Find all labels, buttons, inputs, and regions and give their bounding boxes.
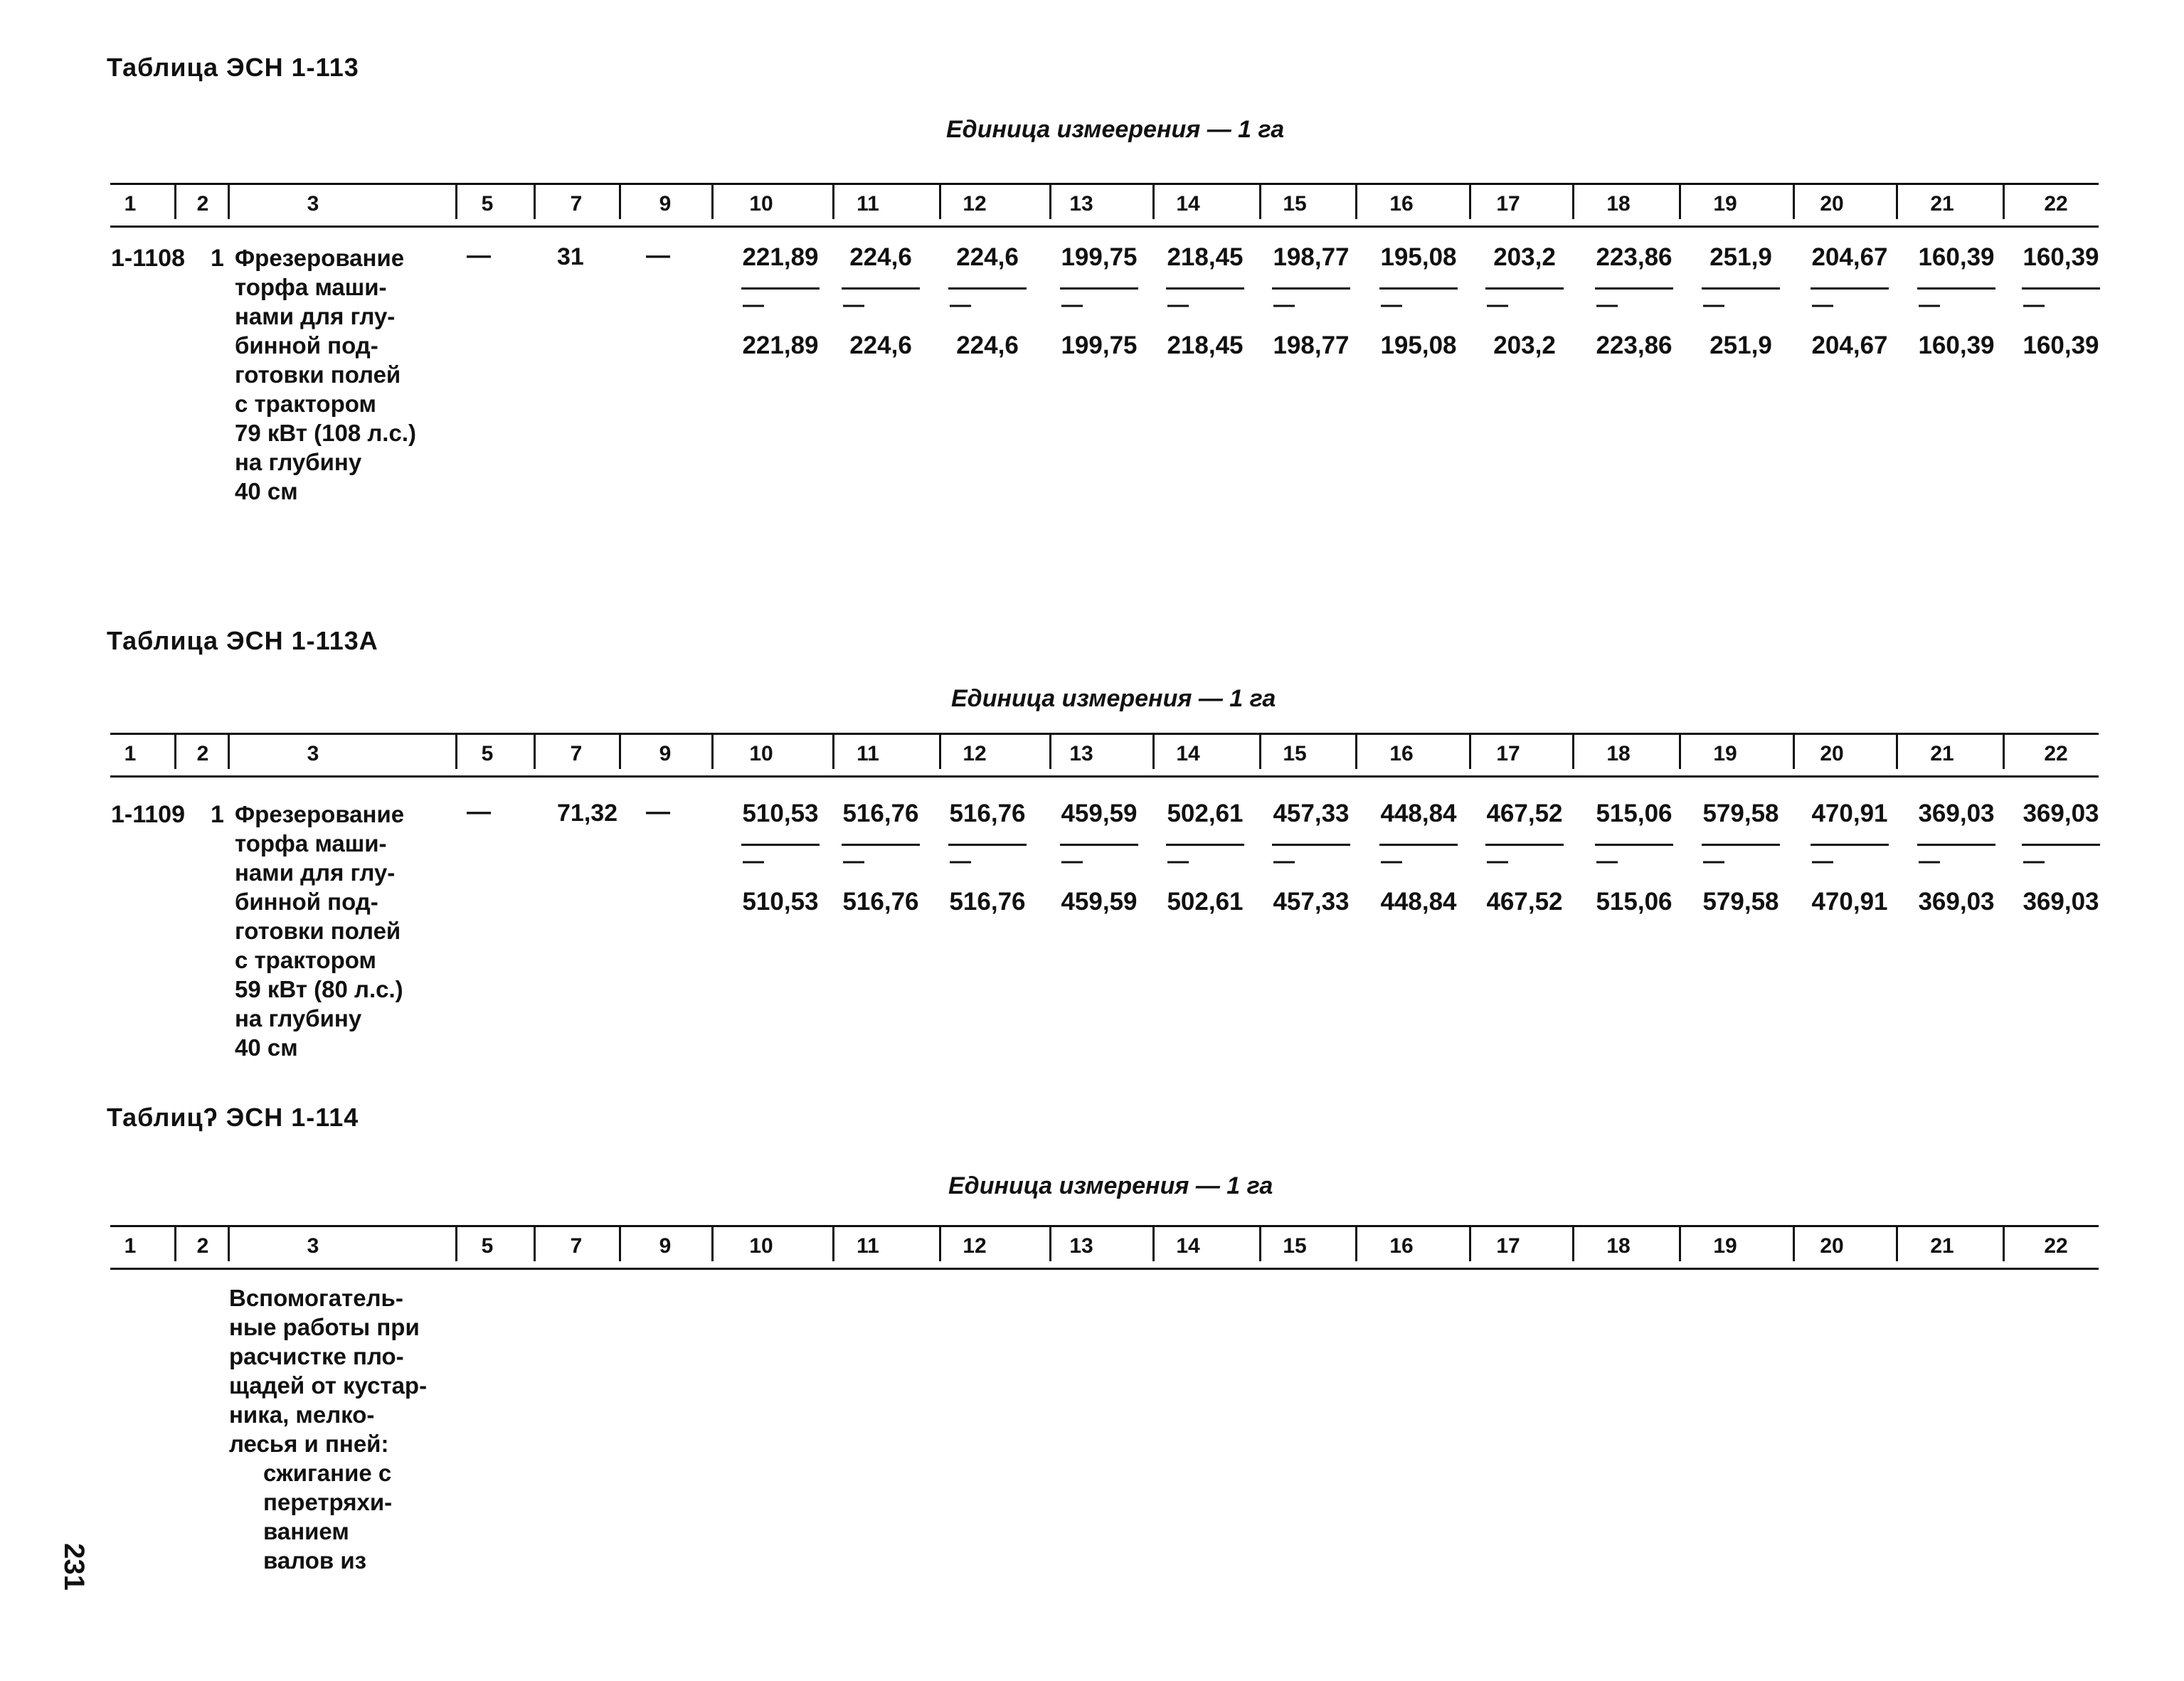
col5-value: —	[467, 798, 491, 825]
row-code: 1-1108	[111, 245, 185, 272]
column-header: 22	[2044, 192, 2068, 216]
header-bottom-rule	[110, 226, 2099, 228]
column-separator	[939, 184, 941, 219]
unit-label: Единица измерения — 1 га	[951, 685, 1276, 712]
fraction-bar	[1702, 844, 1780, 846]
column-header: 15	[1283, 192, 1307, 216]
description-line: бинной под-	[235, 332, 378, 359]
placeholder-dash: —	[1167, 293, 1189, 317]
description-line: перетряхи-	[263, 1489, 393, 1515]
value-numerator: 448,84	[1380, 800, 1457, 827]
description-line: на глубину	[235, 1005, 362, 1032]
column-separator	[711, 184, 714, 219]
column-header: 7	[570, 192, 583, 216]
fraction-bar	[842, 287, 920, 290]
column-header: 21	[1930, 742, 1954, 765]
column-separator	[619, 184, 621, 219]
description-line: нами для глу-	[235, 303, 396, 329]
column-separator	[174, 1226, 176, 1261]
fraction-bar	[1166, 287, 1244, 290]
column-header: 20	[1820, 1234, 1844, 1258]
fraction-bar	[1485, 844, 1564, 846]
column-separator	[2003, 184, 2005, 219]
column-separator	[939, 733, 941, 769]
column-header: 22	[2044, 742, 2068, 765]
value-numerator: 470,91	[1811, 800, 1888, 827]
unit-label: Единица измерения — 1 га	[948, 1172, 1273, 1199]
header-top-rule	[110, 1225, 2099, 1227]
column-separator	[1152, 733, 1155, 769]
value-denominator: 221,89	[742, 332, 819, 359]
column-header: 7	[570, 742, 583, 765]
column-separator	[1896, 1226, 1898, 1261]
column-separator	[1259, 733, 1261, 769]
column-header: 19	[1713, 742, 1737, 765]
value-numerator: 195,08	[1380, 243, 1457, 271]
description-line: валов из	[263, 1547, 367, 1574]
header-bottom-rule	[110, 775, 2099, 778]
description-line: 40 см	[235, 478, 298, 504]
value-denominator: 515,06	[1596, 888, 1673, 916]
column-separator	[2003, 1226, 2005, 1261]
value-denominator: 199,75	[1061, 332, 1138, 359]
value-denominator: 218,45	[1167, 332, 1244, 359]
column-header: 9	[659, 1234, 672, 1258]
column-separator	[534, 1226, 536, 1261]
value-denominator: 459,59	[1061, 888, 1138, 916]
column-separator	[1793, 733, 1795, 769]
fraction-bar	[1379, 844, 1458, 846]
column-separator	[1355, 1226, 1357, 1261]
table-title: Таблица ЭСН 1-113А	[107, 626, 378, 655]
fraction-bar	[1811, 287, 1889, 290]
fraction-bar	[1060, 287, 1138, 290]
value-numerator: 459,59	[1061, 800, 1138, 827]
placeholder-dash: —	[1703, 849, 1724, 873]
row-number: 1	[211, 801, 224, 828]
column-header: 16	[1389, 742, 1414, 765]
column-separator	[1049, 1226, 1051, 1261]
table-title: Таблицʔ ЭСН 1-114	[107, 1103, 359, 1132]
column-separator	[228, 184, 230, 219]
row-description	[229, 1283, 427, 1458]
column-separator	[711, 733, 714, 769]
column-header: 21	[1930, 1234, 1954, 1258]
column-header: 9	[659, 742, 672, 765]
description-line: ника, мелко-	[229, 1401, 375, 1428]
value-denominator: 203,2	[1493, 332, 1556, 359]
placeholder-dash: —	[1703, 293, 1724, 317]
value-numerator: 502,61	[1167, 800, 1244, 827]
column-header: 12	[963, 1234, 987, 1258]
placeholder-dash: —	[1812, 293, 1833, 317]
placeholder-dash: —	[1487, 293, 1508, 317]
fraction-bar	[1811, 844, 1889, 846]
column-header: 2	[196, 1234, 209, 1258]
column-header: 9	[659, 192, 672, 216]
column-header: 10	[749, 1234, 773, 1258]
description-line: торфа маши-	[235, 830, 387, 857]
column-separator	[1793, 184, 1795, 219]
fraction-bar	[1060, 844, 1138, 846]
column-header: 2	[196, 742, 209, 765]
placeholder-dash: —	[1273, 293, 1295, 317]
column-separator	[832, 1226, 834, 1261]
fraction-bar	[741, 287, 820, 290]
column-header: 18	[1606, 742, 1631, 765]
column-separator	[1355, 733, 1357, 769]
unit-label: Единица измеерения — 1 га	[946, 116, 1285, 143]
fraction-bar	[1166, 844, 1244, 846]
column-separator	[1896, 184, 1898, 219]
column-header: 17	[1496, 742, 1520, 765]
placeholder-dash: —	[1273, 849, 1295, 873]
fraction-bar	[1272, 844, 1350, 846]
description-line: Вспомогатель-	[229, 1285, 403, 1311]
col7-value: 71,32	[557, 800, 618, 827]
description-line: торфа маши-	[235, 274, 387, 300]
description-line: нами для глу-	[235, 859, 396, 886]
value-denominator: 195,08	[1380, 332, 1457, 359]
value-denominator: 224,6	[849, 332, 912, 359]
col9-value: —	[646, 242, 670, 269]
value-numerator: 203,2	[1493, 243, 1556, 271]
placeholder-dash: —	[743, 849, 764, 873]
value-denominator: 224,6	[956, 332, 1019, 359]
value-numerator: 221,89	[742, 243, 819, 271]
table-title: Таблица ЭСН 1-113	[107, 53, 359, 82]
col9-value: —	[646, 798, 670, 825]
description-line: Фрезерование	[235, 245, 405, 271]
description-line: щадей от кустар-	[229, 1372, 428, 1399]
column-header: 3	[307, 192, 319, 216]
column-header: 12	[963, 192, 987, 216]
description-line: 79 кВт (108 л.с.)	[235, 420, 416, 446]
value-numerator: 204,67	[1811, 243, 1888, 271]
column-header: 7	[570, 1234, 583, 1258]
column-separator	[1469, 1226, 1471, 1261]
fraction-bar	[842, 844, 920, 846]
column-separator	[832, 184, 834, 219]
placeholder-dash: —	[1596, 293, 1618, 317]
value-numerator: 160,39	[1918, 243, 1995, 271]
header-top-rule	[110, 733, 2099, 735]
placeholder-dash: —	[1381, 293, 1402, 317]
description-line: с трактором	[235, 391, 376, 417]
column-header: 13	[1069, 1234, 1093, 1258]
placeholder-dash: —	[1487, 849, 1508, 873]
column-separator	[1049, 184, 1051, 219]
value-denominator: 516,76	[842, 888, 919, 916]
column-header: 20	[1820, 742, 1844, 765]
column-separator	[1469, 733, 1471, 769]
column-separator	[534, 184, 536, 219]
column-separator	[1572, 1226, 1574, 1261]
value-denominator: 448,84	[1380, 888, 1457, 916]
column-separator	[939, 1226, 941, 1261]
column-separator	[832, 733, 834, 769]
value-numerator: 510,53	[742, 800, 819, 827]
fraction-bar	[948, 287, 1027, 290]
row-description	[235, 243, 416, 506]
column-header: 18	[1606, 1234, 1631, 1258]
fraction-bar	[2022, 287, 2100, 290]
value-numerator: 251,9	[1709, 243, 1772, 271]
value-denominator: 204,67	[1811, 332, 1888, 359]
column-header: 11	[857, 742, 879, 765]
column-header: 13	[1069, 742, 1093, 765]
description-line: с трактором	[235, 947, 376, 973]
column-header: 19	[1713, 192, 1737, 216]
fraction-bar	[1379, 287, 1458, 290]
value-numerator: 369,03	[1918, 800, 1995, 827]
placeholder-dash: —	[1061, 849, 1083, 873]
placeholder-dash: —	[1919, 849, 1940, 873]
column-header: 13	[1069, 192, 1093, 216]
fraction-bar	[1595, 844, 1673, 846]
column-separator	[228, 733, 230, 769]
column-header: 1	[124, 192, 137, 216]
value-numerator: 467,52	[1486, 800, 1563, 827]
column-header: 19	[1713, 1234, 1737, 1258]
value-denominator: 369,03	[1918, 888, 1995, 916]
column-separator	[1572, 733, 1574, 769]
value-numerator: 579,58	[1702, 800, 1779, 827]
column-header: 1	[124, 1234, 137, 1258]
fraction-bar	[1595, 287, 1673, 290]
value-denominator: 516,76	[949, 888, 1026, 916]
value-numerator: 224,6	[849, 243, 912, 271]
placeholder-dash: —	[1167, 849, 1189, 873]
description-line: расчистке пло-	[229, 1343, 404, 1369]
row-number: 1	[211, 245, 224, 272]
column-separator	[1259, 1226, 1261, 1261]
column-header: 14	[1176, 742, 1200, 765]
value-denominator: 198,77	[1273, 332, 1350, 359]
description-line: бинной под-	[235, 889, 378, 915]
column-header: 15	[1283, 742, 1307, 765]
value-denominator: 369,03	[2023, 888, 2099, 916]
fraction-bar	[948, 844, 1027, 846]
column-separator	[1469, 184, 1471, 219]
column-header: 1	[124, 742, 137, 765]
value-numerator: 223,86	[1596, 243, 1673, 271]
column-separator	[1259, 184, 1261, 219]
column-header: 22	[2044, 1234, 2068, 1258]
fraction-bar	[2022, 844, 2100, 846]
fraction-bar	[1917, 844, 1995, 846]
description-line: готовки полей	[235, 918, 401, 944]
column-header: 20	[1820, 192, 1844, 216]
placeholder-dash: —	[1919, 293, 1940, 317]
column-header: 14	[1176, 192, 1200, 216]
value-numerator: 457,33	[1273, 800, 1350, 827]
description-line: Фрезерование	[235, 801, 405, 827]
value-denominator: 457,33	[1273, 888, 1350, 916]
column-header: 10	[749, 742, 773, 765]
column-header: 11	[857, 1234, 879, 1258]
placeholder-dash: —	[843, 849, 864, 873]
value-denominator: 160,39	[2023, 332, 2099, 359]
value-numerator: 160,39	[2023, 243, 2099, 271]
column-separator	[711, 1226, 714, 1261]
column-header: 16	[1389, 1234, 1414, 1258]
fraction-bar	[1702, 287, 1780, 290]
placeholder-dash: —	[1596, 849, 1618, 873]
column-separator	[1152, 1226, 1155, 1261]
column-separator	[619, 733, 621, 769]
column-header: 12	[963, 742, 987, 765]
description-line: сжигание с	[263, 1460, 392, 1486]
column-header: 15	[1283, 1234, 1307, 1258]
value-numerator: 198,77	[1273, 243, 1350, 271]
column-header: 18	[1606, 192, 1631, 216]
column-separator	[1679, 733, 1681, 769]
column-header: 5	[481, 742, 494, 765]
column-separator	[228, 1226, 230, 1261]
column-separator	[1896, 733, 1898, 769]
column-header: 17	[1496, 1234, 1520, 1258]
column-separator	[1679, 1226, 1681, 1261]
placeholder-dash: —	[1061, 293, 1083, 317]
placeholder-dash: —	[843, 293, 864, 317]
placeholder-dash: —	[950, 293, 971, 317]
column-header: 21	[1930, 192, 1954, 216]
value-numerator: 224,6	[956, 243, 1019, 271]
placeholder-dash: —	[1381, 849, 1402, 873]
column-separator	[534, 733, 536, 769]
value-numerator: 218,45	[1167, 243, 1244, 271]
page-number: 231	[58, 1543, 90, 1591]
row-description	[235, 800, 404, 1062]
row-sub-description	[263, 1458, 392, 1575]
placeholder-dash: —	[1812, 849, 1833, 873]
placeholder-dash: —	[743, 293, 764, 317]
fraction-bar	[1917, 287, 1995, 290]
value-numerator: 516,76	[842, 800, 919, 827]
description-line: лесья и пней:	[229, 1431, 389, 1457]
column-header: 5	[481, 1234, 494, 1258]
value-denominator: 579,58	[1702, 888, 1779, 916]
column-header: 14	[1176, 1234, 1200, 1258]
value-numerator: 516,76	[949, 800, 1026, 827]
fraction-bar	[1485, 287, 1564, 290]
column-separator	[455, 733, 457, 769]
column-header: 17	[1496, 192, 1520, 216]
column-separator	[1049, 733, 1051, 769]
column-separator	[1793, 1226, 1795, 1261]
description-line: на глубину	[235, 449, 362, 475]
row-code: 1-1109	[111, 801, 185, 828]
value-denominator: 160,39	[1918, 332, 1995, 359]
column-separator	[455, 1226, 457, 1261]
column-separator	[2003, 733, 2005, 769]
header-bottom-rule	[110, 1268, 2099, 1270]
col5-value: —	[467, 242, 491, 269]
fraction-bar	[741, 844, 820, 846]
column-header: 11	[857, 192, 879, 216]
placeholder-dash: —	[950, 849, 971, 873]
placeholder-dash: —	[2023, 293, 2045, 317]
value-numerator: 199,75	[1061, 243, 1138, 271]
value-denominator: 510,53	[742, 888, 819, 916]
placeholder-dash: —	[2023, 849, 2045, 873]
value-denominator: 467,52	[1486, 888, 1563, 916]
header-top-rule	[110, 183, 2099, 185]
description-line: 59 кВт (80 л.с.)	[235, 976, 403, 1002]
description-line: готовки полей	[235, 361, 401, 388]
description-line: ванием	[263, 1518, 349, 1544]
value-numerator: 515,06	[1596, 800, 1673, 827]
column-separator	[1152, 184, 1155, 219]
column-separator	[1355, 184, 1357, 219]
column-separator	[174, 733, 176, 769]
column-header: 2	[196, 192, 209, 216]
column-header: 10	[749, 192, 773, 216]
column-separator	[174, 184, 176, 219]
column-header: 5	[481, 192, 494, 216]
value-denominator: 502,61	[1167, 888, 1244, 916]
column-header: 3	[307, 742, 319, 765]
value-denominator: 470,91	[1811, 888, 1888, 916]
description-line: ные работы при	[229, 1314, 420, 1340]
value-numerator: 369,03	[2023, 800, 2099, 827]
column-separator	[1679, 184, 1681, 219]
description-line: 40 см	[235, 1034, 298, 1061]
fraction-bar	[1272, 287, 1350, 290]
column-separator	[455, 184, 457, 219]
column-separator	[1572, 184, 1574, 219]
value-denominator: 223,86	[1596, 332, 1673, 359]
column-header: 16	[1389, 192, 1414, 216]
column-header: 3	[307, 1234, 319, 1258]
column-separator	[619, 1226, 621, 1261]
col7-value: 31	[557, 243, 584, 270]
value-denominator: 251,9	[1709, 332, 1772, 359]
